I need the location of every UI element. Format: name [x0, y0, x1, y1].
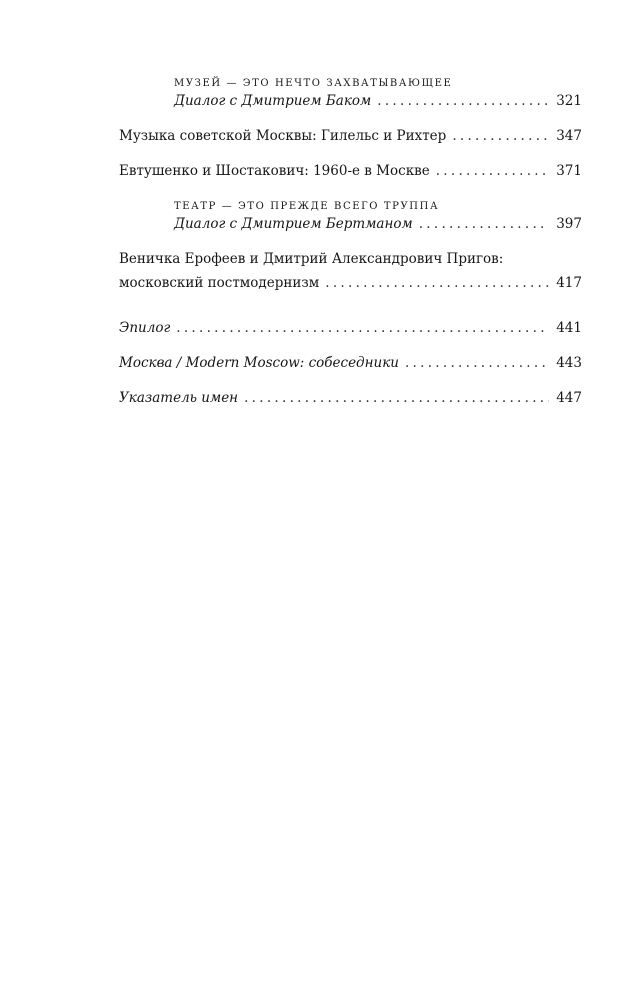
dot-leader: [377, 92, 549, 110]
entry-title: Москва / Modern Moscow: собеседники: [119, 355, 399, 371]
page-number: 371: [556, 163, 582, 179]
toc-row-interlocutors[interactable]: [119, 354, 582, 381]
page-number: 417: [556, 275, 582, 291]
dot-leader: [405, 354, 549, 372]
section-header-museum: МУЗЕЙ — ЭТО НЕЧТО ЗАХВАТЫВАЮЩЕЕ: [174, 78, 453, 89]
toc-row-music[interactable]: [119, 127, 582, 154]
section-header-theatre: ТЕАТР — ЭТО ПРЕЖДЕ ВСЕГО ТРУППА: [174, 201, 440, 212]
entry-title: Диалог с Дмитрием Баком: [174, 93, 372, 109]
dot-leader: [244, 389, 549, 407]
dot-leader: [436, 162, 550, 180]
page-number: 447: [556, 390, 582, 406]
toc-row-venichka: [119, 274, 582, 301]
entry-title-line-1: Веничка Ерофеев и Дмитрий Александрович Пригов:: [119, 251, 504, 267]
toc-entry-museum: [119, 76, 582, 119]
page-number: 347: [556, 128, 582, 144]
toc-row-epilogue[interactable]: [119, 319, 582, 346]
page-number: 441: [556, 320, 582, 336]
toc-row-index[interactable]: [119, 389, 582, 416]
page-number: 321: [556, 93, 582, 109]
entry-title: Музыка советской Москвы: Гилельс и Рихтер: [119, 128, 447, 144]
entry-title-line-2: московский постмодернизм: [119, 275, 320, 291]
toc-entry-venichka[interactable]: [119, 250, 582, 301]
entry-title: Диалог с Дмитрием Бертманом: [174, 216, 413, 232]
page-number: 443: [556, 355, 582, 371]
dot-leader: [325, 274, 549, 292]
toc-row-yevtushenko[interactable]: [119, 162, 582, 189]
toc-entry-theatre: [119, 199, 582, 242]
dot-leader: [452, 127, 549, 145]
page-number: 397: [556, 216, 582, 232]
entry-title: Евтушенко и Шостакович: 1960-е в Москве: [119, 163, 430, 179]
dot-leader: [419, 215, 550, 233]
table-of-contents: [119, 76, 582, 416]
toc-row-museum[interactable]: [119, 92, 582, 119]
entry-title: Эпилог: [119, 320, 171, 336]
entry-title: Указатель имен: [119, 390, 239, 406]
dot-leader: [176, 319, 549, 337]
toc-row-theatre[interactable]: [119, 215, 582, 242]
